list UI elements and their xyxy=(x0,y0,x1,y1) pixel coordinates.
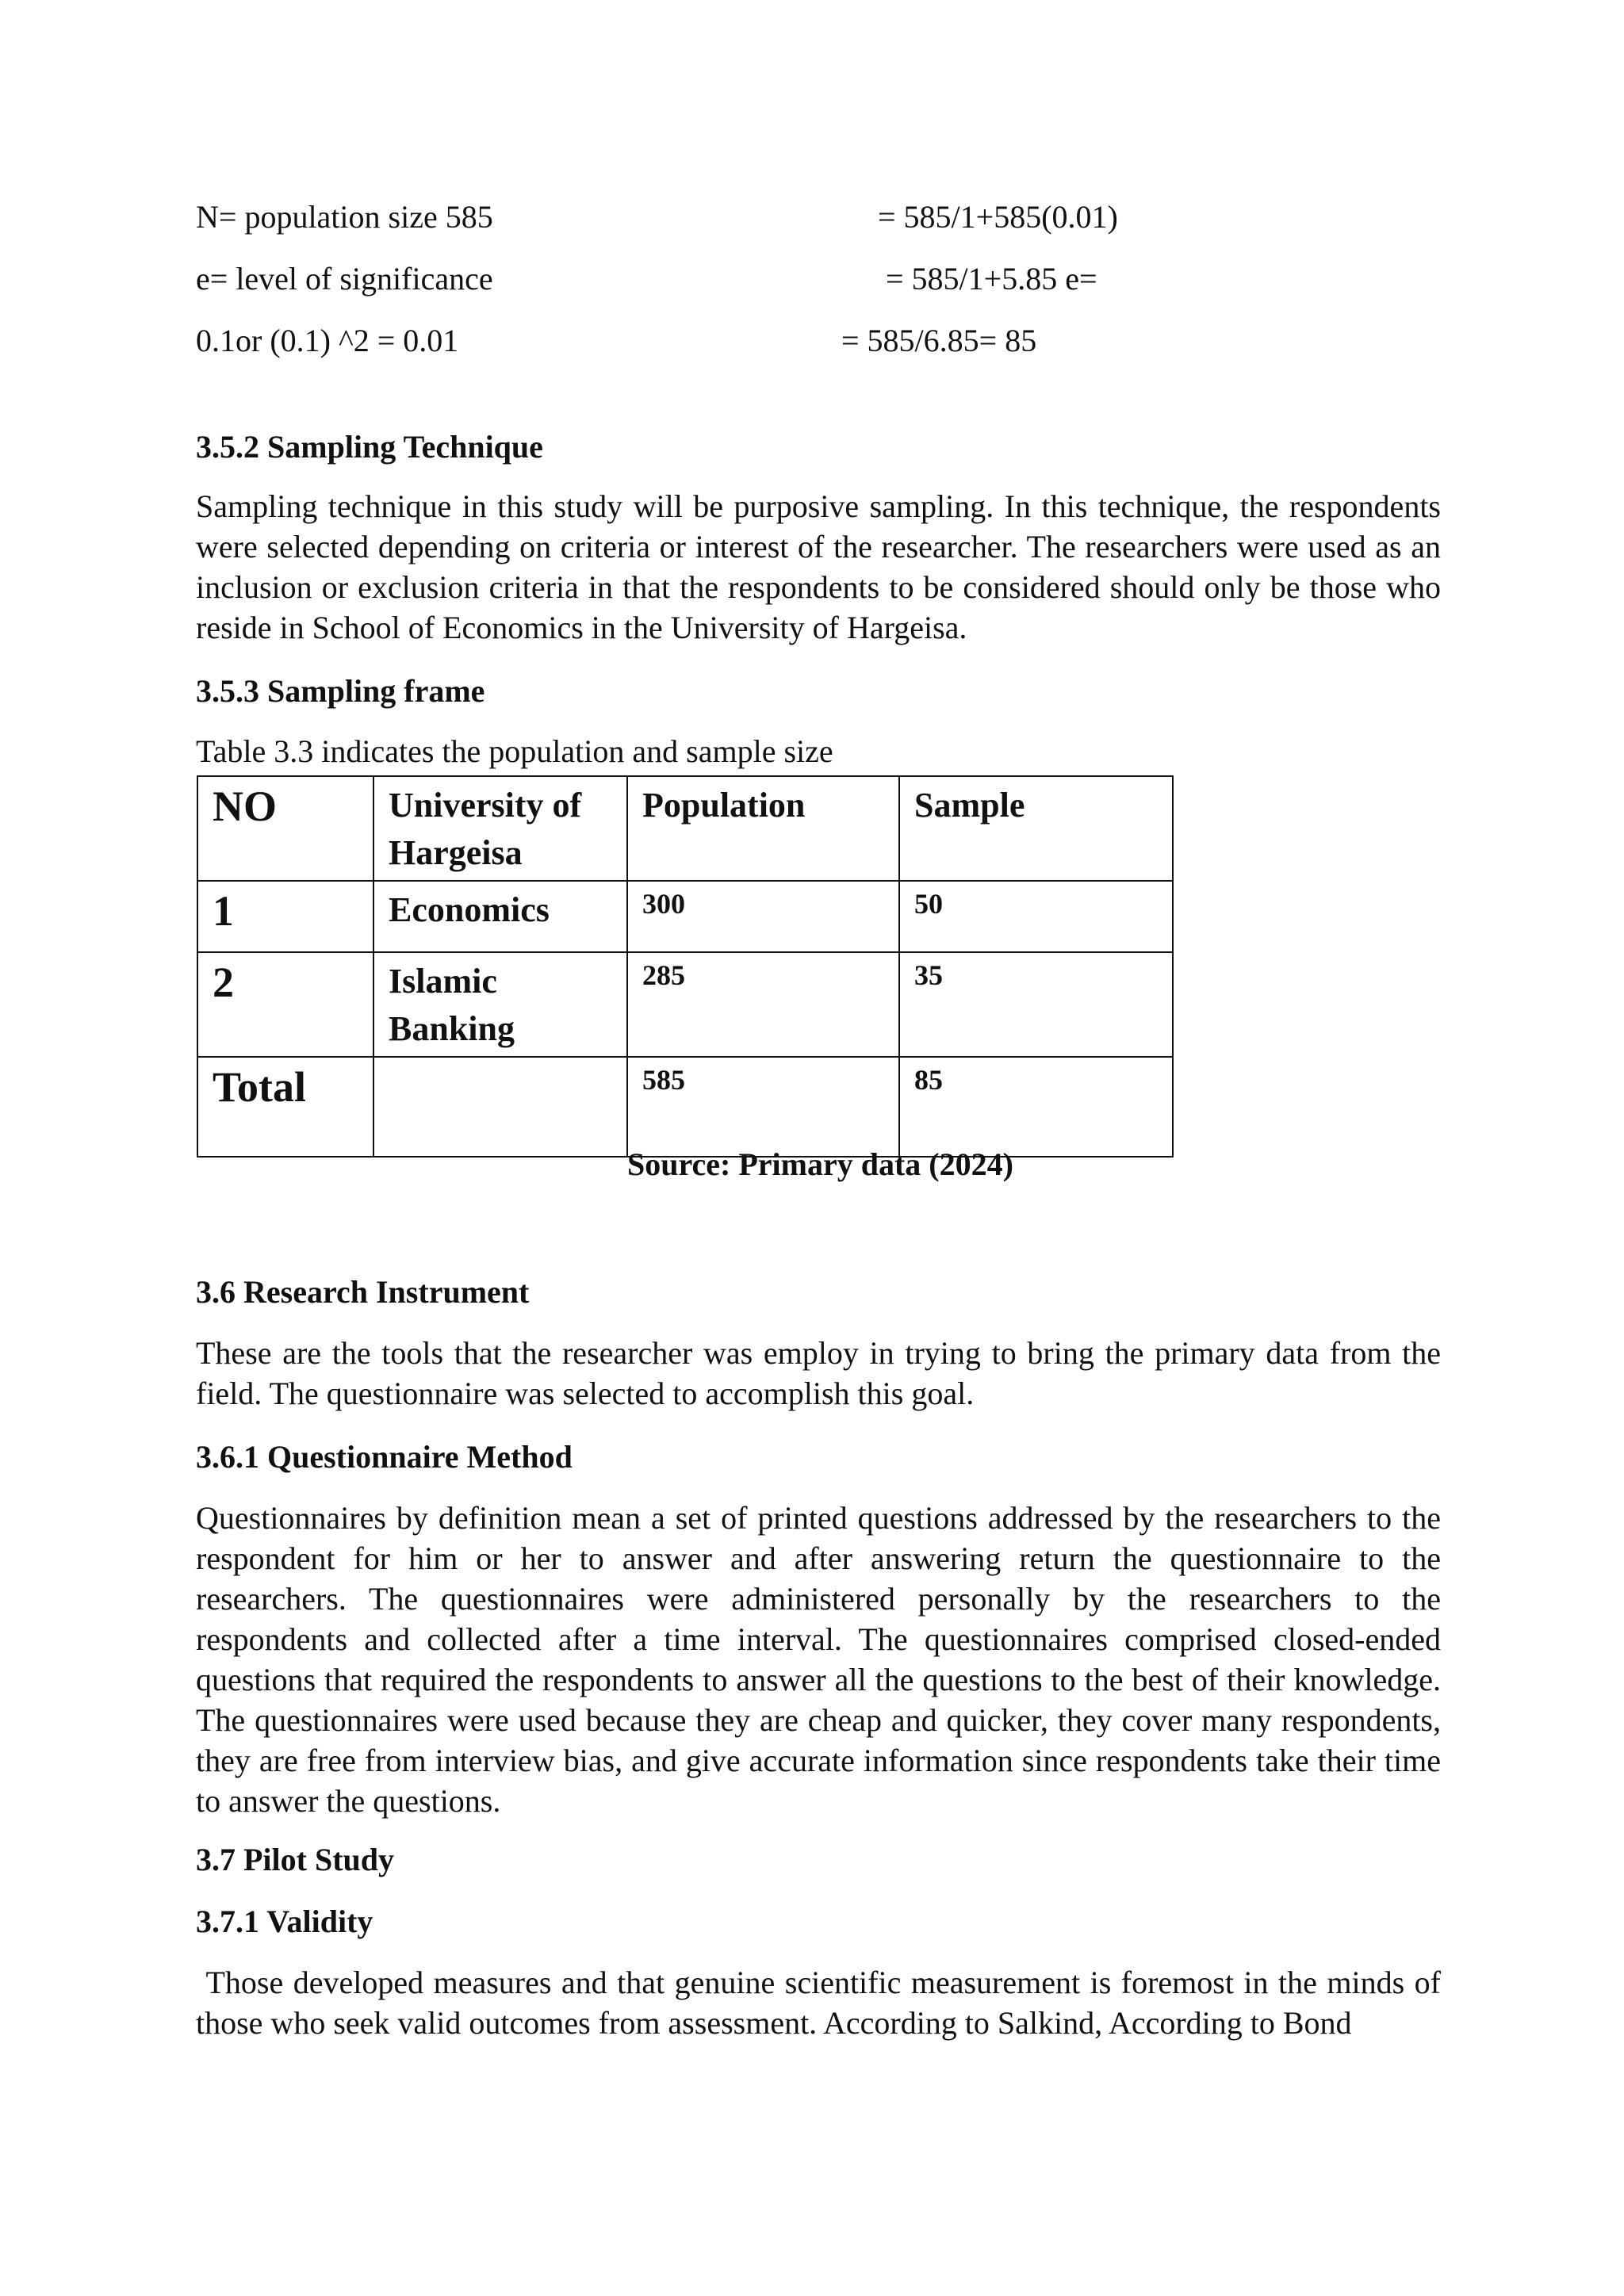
table-row xyxy=(197,881,1173,952)
table-row xyxy=(197,952,1173,1057)
header-population: Population xyxy=(627,776,899,881)
cell-no: 2 xyxy=(197,952,373,1057)
cell-total-sample: 85 xyxy=(899,1057,1173,1157)
table-source: Source: Primary data (2024) xyxy=(627,1146,1013,1182)
header-university: University of Hargeisa xyxy=(373,776,627,881)
cell-total-population: 585 xyxy=(627,1057,899,1157)
heading-sampling-technique: 3.5.2 Sampling Technique xyxy=(196,429,543,465)
cell-university: Economics xyxy=(373,881,627,952)
heading-research-instrument: 3.6 Research Instrument xyxy=(196,1274,530,1310)
cell-population: 285 xyxy=(627,952,899,1057)
cell-sample: 50 xyxy=(899,881,1173,952)
table-caption: Table 3.3 indicates the population and sample size xyxy=(196,733,833,769)
heading-sampling-frame: 3.5.3 Sampling frame xyxy=(196,673,485,709)
paragraph-sampling-technique: Sampling technique in this study will be purposive sampling. In this technique, the respondents were selected depending on criteria or interest of the researcher. The researchers were used as an inclusion or exclusion criteria in that the respondents to be considered should only be those who reside in School of Economics in the University of Hargeisa. xyxy=(196,488,1441,645)
header-sample: Sample xyxy=(899,776,1173,881)
formula-right-3: = 585/6.85= 85 xyxy=(841,323,1037,358)
formula-left-3: 0.1or (0.1) ^2 = 0.01 xyxy=(196,323,459,358)
paragraph-questionnaire-method: Questionnaires by definition mean a set of printed questions addressed by the researchers to the respondent for him or her to answer and after answering return the questionnaire to the researchers. The questionnaires were administered personally by the researchers to the respondents and collected after a time interval. The questionnaires comprised closed-ended questions that required the respondents to answer all the questions to the best of their knowledge. The questionnaires were used because they are cheap and quicker, they cover many respondents, they are free from interview bias, and give accurate information since respondents take their time to answer the questions. xyxy=(196,1500,1441,1819)
cell-population: 300 xyxy=(627,881,899,952)
cell-no: 1 xyxy=(197,881,373,952)
heading-questionnaire-method: 3.6.1 Questionnaire Method xyxy=(196,1439,573,1475)
formula-right-2: = 585/1+5.85 e= xyxy=(886,261,1097,297)
paragraph-research-instrument: These are the tools that the researcher was employ in trying to bring the primary data from the field. The questionnaire was selected to accomplish this goal. xyxy=(196,1335,1441,1411)
cell-sample: 35 xyxy=(899,952,1173,1057)
heading-validity: 3.7.1 Validity xyxy=(196,1904,373,1939)
cell-total-label: Total xyxy=(197,1057,373,1157)
formula-left-2: e= level of significance xyxy=(196,261,493,297)
sampling-frame-table xyxy=(197,775,1174,1158)
table-header-row xyxy=(197,776,1173,881)
paragraph-validity: Those developed measures and that genuine scientific measurement is foremost in the minds of those who seek valid outcomes from assessment. According to Salkind, According to Bond xyxy=(196,1965,1450,2041)
heading-pilot-study: 3.7 Pilot Study xyxy=(196,1842,395,1877)
formula-left-1: N= population size 585 xyxy=(196,199,493,235)
formula-right-1: = 585/1+585(0.01) xyxy=(878,199,1118,235)
cell-university: Islamic Banking xyxy=(373,952,627,1057)
header-no: NO xyxy=(197,776,373,881)
cell-total-university xyxy=(373,1057,627,1157)
table-total-row xyxy=(197,1057,1173,1157)
